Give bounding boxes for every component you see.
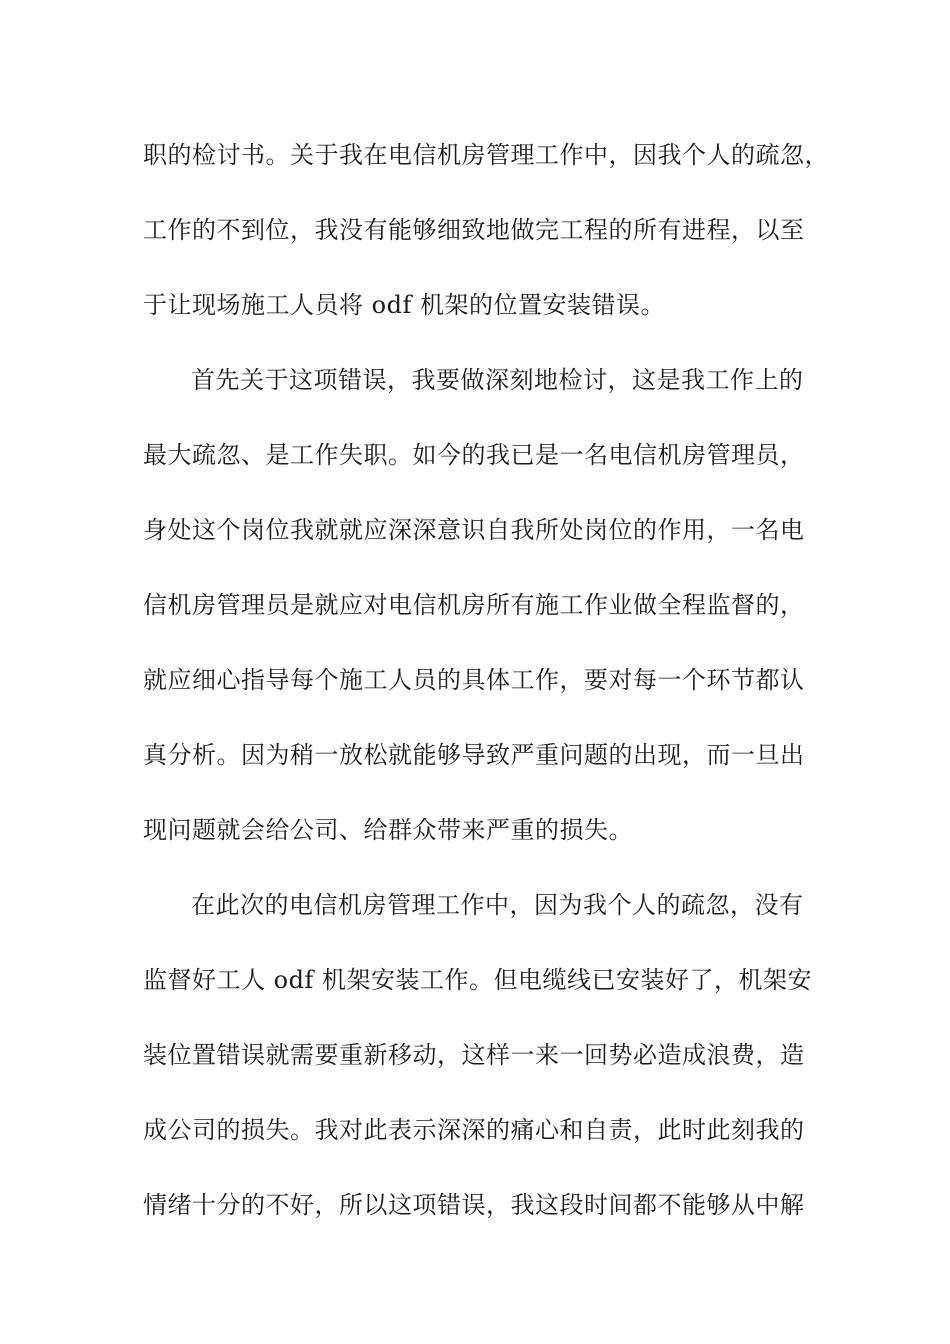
paragraph-first-line: 首先关于这项错误，我要做深刻地检讨，这是我工作上的	[191, 366, 804, 394]
text-line: 装位置错误就需要重新移动，这样一来一回势必造成浪费，造	[143, 1041, 805, 1069]
text-line: 于让现场施工人员将 odf 机架的位置安装错误。	[143, 291, 665, 319]
text-line: 成公司的损失。我对此表示深深的痛心和自责，此时此刻我的	[143, 1116, 805, 1144]
text-line: 现问题就会给公司、给群众带来严重的损失。	[143, 816, 633, 844]
text-line: 工作的不到位，我没有能够细致地做完工程的所有进程，以至	[143, 216, 805, 244]
text-line: 真分析。因为稍一放松就能够导致严重问题的出现，而一旦出	[143, 741, 805, 769]
text-line: 信机房管理员是就应对电信机房所有施工作业做全程监督的，	[143, 591, 805, 619]
text-line: 监督好工人 odf 机架安装工作。但电缆线已安装好了，机架安	[143, 966, 812, 994]
document-body	[143, 130, 829, 1255]
paragraph-first-line: 在此次的电信机房管理工作中，因为我个人的疏忽，没有	[191, 891, 804, 919]
text-line: 情绪十分的不好，所以这项错误，我这段时间都不能够从中解	[143, 1191, 805, 1219]
text-line: 最大疏忽、是工作失职。如今的我已是一名电信机房管理员，	[143, 441, 805, 469]
text-line: 职的检讨书。关于我在电信机房管理工作中，因我个人的疏忽，	[143, 141, 829, 169]
text-line: 身处这个岗位我就就应深深意识自我所处岗位的作用，一名电	[143, 516, 805, 544]
text-line: 就应细心指导每个施工人员的具体工作，要对每一个环节都认	[143, 666, 805, 694]
